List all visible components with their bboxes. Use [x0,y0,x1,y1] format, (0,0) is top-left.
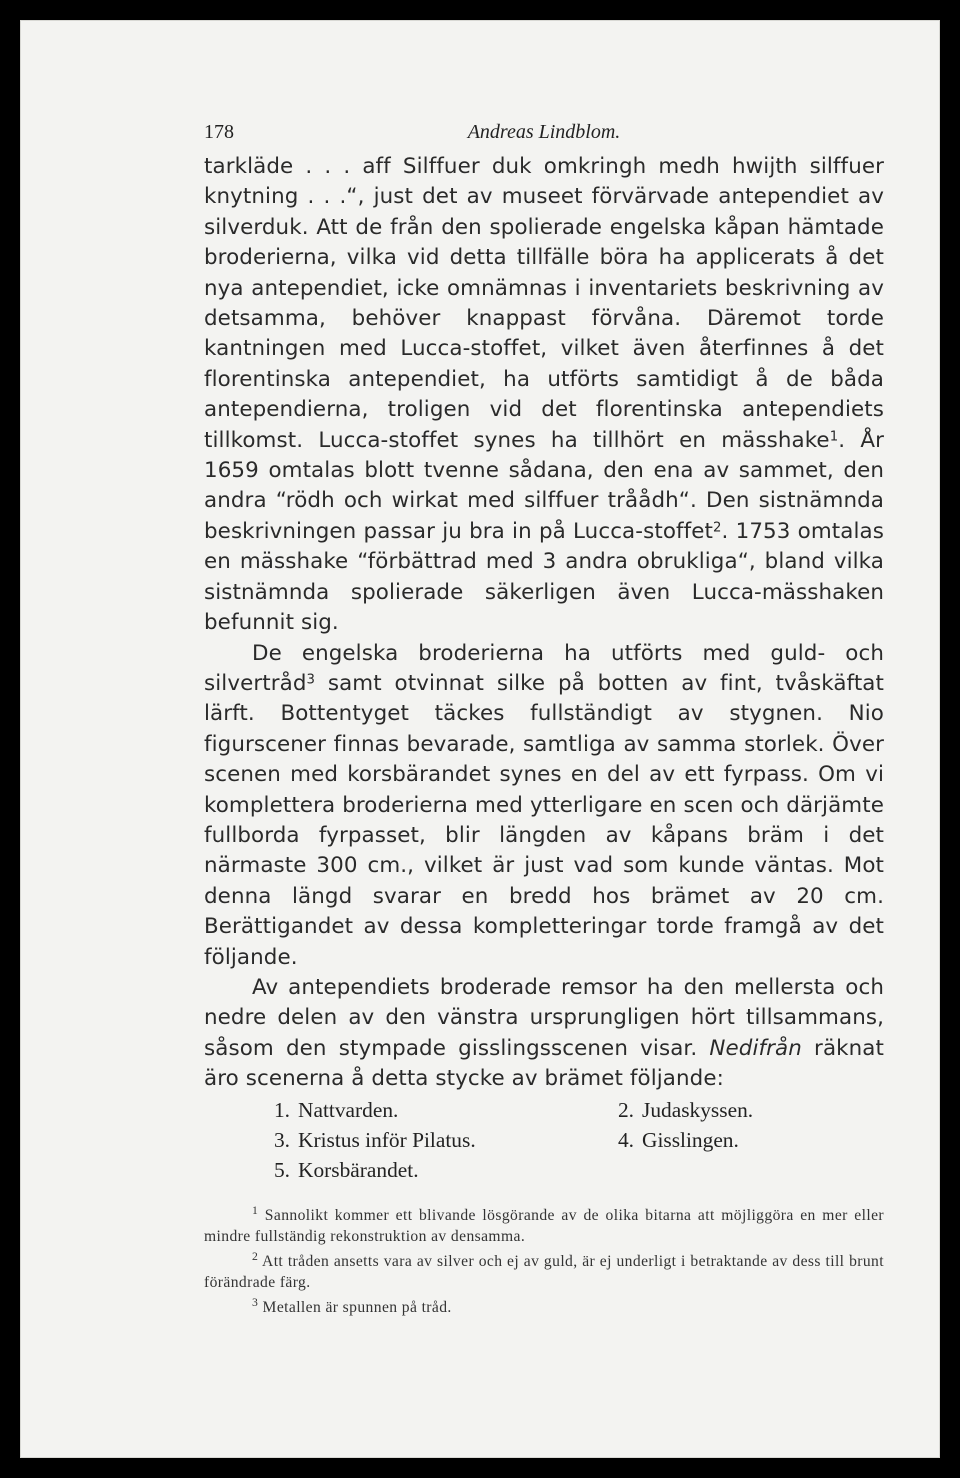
paragraph-1 [204,152,884,639]
scene-list [204,1095,884,1187]
footnote-mark: 1 [252,1203,259,1217]
footnote-spacer [204,1187,884,1205]
page-header [204,116,884,148]
paragraph-2-text: De engelska broderierna ha utförts med guld- och silvertråd [204,640,884,696]
footnote-text: Metallen är spunnen på tråd. [258,1298,452,1316]
paragraph-3 [204,973,884,1095]
footnote-ref-1: 1 [829,429,839,445]
footnote-text: Sannolikt kommer ett blivande lösgörande av de olika bitarna att möjliggöra en mer eller mindre fullständig rekonstruktion av densamma. [204,1206,884,1245]
list-item: 1. Nattvarden. [273,1097,399,1122]
paragraph-2 [204,639,884,973]
footnote-2 [204,1251,884,1293]
page [20,20,940,1458]
footnote-ref-2: 2 [713,520,722,536]
body-text [204,152,884,1095]
paragraph-3-text: Av antependiets broderade remsor ha den mellersta och nedre delen av den vänstra ursprungligen hört tillsammans, såsom den stympade gisslingsscenen visar. [204,974,884,1061]
paragraph-3-italic: Nedifrån [709,1035,802,1061]
footnotes [204,1205,884,1318]
paragraph-2-text-b: samt otvinnat silke på botten av fint, tvåskäftat lärft. Bottentyget täckes fullständigt av stygnen. Nio figurscener finnas bevarade, samtliga av samma storlek. Över scenen med korsbärandet synes en del av ett fyrpass. Om vi komplettera broderierna med ytterligare en scen och därjämte fullborda fyrpasset, blir längden av kåpans bräm i det närmaste 300 cm., vilket är just vad som kunde väntas. Mot denna längd svarar en bredd hos brämet av 20 cm. Berättigandet av dessa kompletteringar torde framgå av det följande. [204,670,884,970]
list-item: 2. Judaskyssen. [617,1097,754,1122]
paragraph-1-text-b: . År 1659 omtalas blott tvenne sådana, den ena av sammet, den andra “rödh och wirkat med silffuer tråådh“. Den sistnämnda beskrivningen passar ju bra in på Lucca-stoffet [204,427,884,544]
footnote-text: Att tråden ansetts vara av silver och ej av guld, är ej underligt i betraktande av dess till brunt förändrade färg. [204,1252,884,1291]
footnote-ref-3: 3 [306,672,316,688]
page-number: 178 [204,121,234,143]
list-item: 4. Gisslingen. [617,1127,739,1152]
running-head: Andreas Lindblom. [467,121,621,143]
list-item: 3. Kristus inför Pilatus. [273,1127,476,1152]
paragraph-1-text-c: . 1753 omtalas en mässhake “förbättrad med 3 andra obrukliga“, bland vilka sistnämnda spolierade säkerligen även Lucca-mässhaken befunnit sig. [204,518,884,636]
footnote-mark: 2 [252,1249,259,1263]
footnote-1 [204,1205,884,1247]
paragraph-3-text-b: räknat äro scenerna å detta stycke av brämet följande: [204,1035,884,1092]
list-item: 5. Korsbärandet. [273,1157,419,1182]
paragraph-1-text: tarkläde . . . aff Silffuer duk omkringh medh hwijth silffuer knytning . . .“, just det av museet förvärvade antependiet av silverduk. Att de från den spolierade engelska kåpan hämtade broderierna, vilka vid detta tillfälle böra ha applicerats å det nya antependiet, icke omnämnas i inventariets beskrivning av detsamma, behöver knappast förvåna. Däremot torde kantningen med Lucca-stoffet, vilket även återfinnes å det florentinska antependiet, ha utförts samtidigt å de båda antependierna, troligen vid det florentinska antependiets tillkomst. Lucca-stoffet synes ha tillhört en mässhake [204,154,884,453]
footnote-mark: 3 [252,1295,259,1309]
footnote-3 [204,1297,884,1318]
page-content [204,116,884,1322]
